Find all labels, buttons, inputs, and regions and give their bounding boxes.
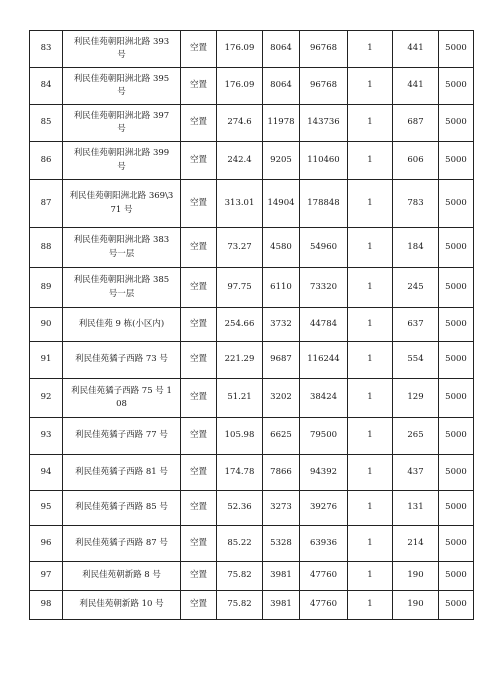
lease-years-cell: 1	[348, 491, 393, 526]
address-cell: 利民佳苑朝新路 10 号	[63, 591, 181, 620]
monthly-rent-cell: 3981	[263, 591, 300, 620]
monthly-rent-cell: 3732	[263, 308, 300, 342]
deposit-cell: 606	[393, 142, 439, 180]
table-row	[30, 268, 474, 308]
monthly-rent-cell: 5328	[263, 526, 300, 562]
table-row	[30, 308, 474, 342]
area-cell: 75.82	[217, 562, 263, 591]
lease-years-cell: 1	[348, 31, 393, 68]
deposit-cell: 190	[393, 591, 439, 620]
yearly-rent-cell: 63936	[300, 526, 348, 562]
deposit-cell: 437	[393, 455, 439, 491]
area-cell: 51.21	[217, 379, 263, 418]
address-cell: 利民佳苑獝子西路 75 号 108	[63, 379, 181, 418]
lease-years-cell: 1	[348, 379, 393, 418]
table-row	[30, 562, 474, 591]
monthly-rent-cell: 8064	[263, 31, 300, 68]
status-cell: 空置	[181, 526, 217, 562]
monthly-rent-cell: 6625	[263, 418, 300, 455]
table-row	[30, 105, 474, 142]
table-row	[30, 180, 474, 228]
bid-deposit-cell: 5000	[439, 308, 474, 342]
bid-deposit-cell: 5000	[439, 180, 474, 228]
bid-deposit-cell: 5000	[439, 105, 474, 142]
address-cell: 利民佳苑朝阳洲北路 369\371 号	[63, 180, 181, 228]
deposit-cell: 265	[393, 418, 439, 455]
bid-deposit-cell: 5000	[439, 342, 474, 379]
deposit-cell: 687	[393, 105, 439, 142]
bid-deposit-cell: 5000	[439, 526, 474, 562]
address-cell: 利民佳苑朝阳洲北路 395 号	[63, 68, 181, 105]
yearly-rent-cell: 94392	[300, 455, 348, 491]
lease-years-cell: 1	[348, 142, 393, 180]
yearly-rent-cell: 47760	[300, 591, 348, 620]
table-row	[30, 591, 474, 620]
monthly-rent-cell: 9687	[263, 342, 300, 379]
address-cell: 利民佳苑獝子西路 73 号	[63, 342, 181, 379]
area-cell: 73.27	[217, 228, 263, 268]
status-cell: 空置	[181, 180, 217, 228]
deposit-cell: 783	[393, 180, 439, 228]
yearly-rent-cell: 96768	[300, 68, 348, 105]
yearly-rent-cell: 54960	[300, 228, 348, 268]
monthly-rent-cell: 3981	[263, 562, 300, 591]
table-row	[30, 418, 474, 455]
monthly-rent-cell: 3273	[263, 491, 300, 526]
status-cell: 空置	[181, 268, 217, 308]
area-cell: 242.4	[217, 142, 263, 180]
bid-deposit-cell: 5000	[439, 228, 474, 268]
deposit-cell: 441	[393, 68, 439, 105]
bid-deposit-cell: 5000	[439, 591, 474, 620]
row-number: 83	[30, 31, 63, 68]
table-row	[30, 342, 474, 379]
monthly-rent-cell: 6110	[263, 268, 300, 308]
address-cell: 利民佳苑朝阳洲北路 397 号	[63, 105, 181, 142]
status-cell: 空置	[181, 591, 217, 620]
bid-deposit-cell: 5000	[439, 562, 474, 591]
deposit-cell: 184	[393, 228, 439, 268]
table-row	[30, 455, 474, 491]
yearly-rent-cell: 96768	[300, 31, 348, 68]
status-cell: 空置	[181, 105, 217, 142]
area-cell: 105.98	[217, 418, 263, 455]
lease-years-cell: 1	[348, 526, 393, 562]
lease-years-cell: 1	[348, 308, 393, 342]
yearly-rent-cell: 38424	[300, 379, 348, 418]
area-cell: 221.29	[217, 342, 263, 379]
deposit-cell: 214	[393, 526, 439, 562]
area-cell: 174.78	[217, 455, 263, 491]
table-row	[30, 379, 474, 418]
row-number: 88	[30, 228, 63, 268]
area-cell: 75.82	[217, 591, 263, 620]
table-row	[30, 228, 474, 268]
bid-deposit-cell: 5000	[439, 68, 474, 105]
area-cell: 313.01	[217, 180, 263, 228]
row-number: 86	[30, 142, 63, 180]
address-cell: 利民佳苑朝阳洲北路 399 号	[63, 142, 181, 180]
status-cell: 空置	[181, 455, 217, 491]
address-cell: 利民佳苑朝新路 8 号	[63, 562, 181, 591]
area-cell: 176.09	[217, 68, 263, 105]
deposit-cell: 441	[393, 31, 439, 68]
monthly-rent-cell: 11978	[263, 105, 300, 142]
status-cell: 空置	[181, 342, 217, 379]
status-cell: 空置	[181, 31, 217, 68]
monthly-rent-cell: 7866	[263, 455, 300, 491]
address-cell: 利民佳苑朝阳洲北路 393 号	[63, 31, 181, 68]
status-cell: 空置	[181, 308, 217, 342]
lease-years-cell: 1	[348, 68, 393, 105]
table-row	[30, 31, 474, 68]
address-cell: 利民佳苑朝阳洲北路 383 号一层	[63, 228, 181, 268]
lease-years-cell: 1	[348, 105, 393, 142]
area-cell: 176.09	[217, 31, 263, 68]
table-row	[30, 142, 474, 180]
address-cell: 利民佳苑獝子西路 77 号	[63, 418, 181, 455]
table-row	[30, 68, 474, 105]
bid-deposit-cell: 5000	[439, 455, 474, 491]
lease-years-cell: 1	[348, 268, 393, 308]
monthly-rent-cell: 4580	[263, 228, 300, 268]
deposit-cell: 245	[393, 268, 439, 308]
deposit-cell: 131	[393, 491, 439, 526]
deposit-cell: 554	[393, 342, 439, 379]
lease-years-cell: 1	[348, 418, 393, 455]
yearly-rent-cell: 44784	[300, 308, 348, 342]
lease-years-cell: 1	[348, 591, 393, 620]
monthly-rent-cell: 3202	[263, 379, 300, 418]
status-cell: 空置	[181, 418, 217, 455]
row-number: 84	[30, 68, 63, 105]
address-cell: 利民佳苑獝子西路 85 号	[63, 491, 181, 526]
status-cell: 空置	[181, 228, 217, 268]
bid-deposit-cell: 5000	[439, 418, 474, 455]
yearly-rent-cell: 110460	[300, 142, 348, 180]
area-cell: 254.66	[217, 308, 263, 342]
property-table	[29, 30, 474, 620]
yearly-rent-cell: 39276	[300, 491, 348, 526]
status-cell: 空置	[181, 142, 217, 180]
status-cell: 空置	[181, 491, 217, 526]
bid-deposit-cell: 5000	[439, 268, 474, 308]
area-cell: 274.6	[217, 105, 263, 142]
area-cell: 85.22	[217, 526, 263, 562]
row-number: 96	[30, 526, 63, 562]
status-cell: 空置	[181, 68, 217, 105]
row-number: 89	[30, 268, 63, 308]
bid-deposit-cell: 5000	[439, 31, 474, 68]
lease-years-cell: 1	[348, 228, 393, 268]
deposit-cell: 129	[393, 379, 439, 418]
address-cell: 利民佳苑獝子西路 87 号	[63, 526, 181, 562]
monthly-rent-cell: 8064	[263, 68, 300, 105]
row-number: 91	[30, 342, 63, 379]
yearly-rent-cell: 116244	[300, 342, 348, 379]
row-number: 94	[30, 455, 63, 491]
lease-years-cell: 1	[348, 562, 393, 591]
row-number: 97	[30, 562, 63, 591]
lease-years-cell: 1	[348, 180, 393, 228]
row-number: 98	[30, 591, 63, 620]
yearly-rent-cell: 47760	[300, 562, 348, 591]
yearly-rent-cell: 73320	[300, 268, 348, 308]
deposit-cell: 637	[393, 308, 439, 342]
monthly-rent-cell: 14904	[263, 180, 300, 228]
row-number: 93	[30, 418, 63, 455]
lease-years-cell: 1	[348, 342, 393, 379]
address-cell: 利民佳苑 9 栋(小区内)	[63, 308, 181, 342]
deposit-cell: 190	[393, 562, 439, 591]
area-cell: 52.36	[217, 491, 263, 526]
row-number: 92	[30, 379, 63, 418]
status-cell: 空置	[181, 379, 217, 418]
yearly-rent-cell: 79500	[300, 418, 348, 455]
yearly-rent-cell: 143736	[300, 105, 348, 142]
lease-years-cell: 1	[348, 455, 393, 491]
row-number: 87	[30, 180, 63, 228]
address-cell: 利民佳苑獝子西路 81 号	[63, 455, 181, 491]
row-number: 95	[30, 491, 63, 526]
bid-deposit-cell: 5000	[439, 491, 474, 526]
table-row	[30, 491, 474, 526]
table-row	[30, 526, 474, 562]
bid-deposit-cell: 5000	[439, 142, 474, 180]
row-number: 85	[30, 105, 63, 142]
area-cell: 97.75	[217, 268, 263, 308]
table-body	[30, 31, 474, 620]
address-cell: 利民佳苑朝阳洲北路 385 号一层	[63, 268, 181, 308]
yearly-rent-cell: 178848	[300, 180, 348, 228]
row-number: 90	[30, 308, 63, 342]
bid-deposit-cell: 5000	[439, 379, 474, 418]
monthly-rent-cell: 9205	[263, 142, 300, 180]
status-cell: 空置	[181, 562, 217, 591]
